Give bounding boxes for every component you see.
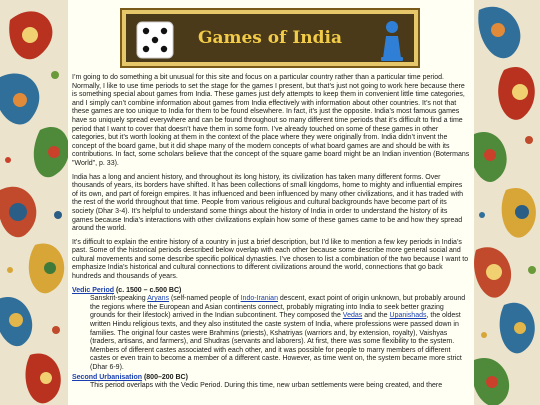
period-range: (c. 1500 – c.500 BC) — [114, 286, 182, 294]
paisley-border-right — [474, 0, 540, 405]
header-banner — [120, 8, 420, 68]
period-link[interactable]: Second Urbanisation — [72, 373, 143, 381]
period-link[interactable]: Vedic Period — [72, 286, 115, 294]
inline-link[interactable]: Indo-Iranian — [240, 295, 278, 303]
period-heading — [72, 287, 470, 296]
inline-link[interactable]: Vedas — [342, 312, 363, 320]
pawn-icon — [380, 20, 404, 62]
period-list — [72, 287, 470, 391]
intro-paragraph-3: It’s difficult to explain the entire history of a country in just a brief description, but I’d like to mention a few key periods in India’s past. Some of the historical periods described below overlap with each other because some describe more general social and cultural movements and some describe specific political dynasties. I’ve chosen to list a combination of the two because I want to emphasize India’s historical and cultural connections to different civilizations around the world, connections that go back hundreds and thousands of years. — [72, 238, 469, 281]
inline-link[interactable]: Upanishads — [389, 312, 427, 320]
page-title: Games of India — [197, 28, 343, 48]
inline-link[interactable]: Aryans — [147, 295, 169, 303]
period-heading — [72, 374, 470, 383]
period-description: Sanskrit-speaking Aryans (self-named people of Indo-Iranian descent, exact point of origin unknown, but probably around the regions where the European and Asian continents connect, probably migrating into India to seek better grazing grounds for their lifestock) arrived in the Indian subcontinent. They composed the Vedas and the Upanishads, the oldest written Hindu religious texts, and they also instituted the caste system of India, where professions were passed down in families. The original four castes were Brahmins (priests), Kshatriyas (warriors and, by extension, royalty), Vaishyas (traders, artisans, and farmers), and Shudras (servants and laborers). At first, there was some flexibility to the system. Members of different castes associated with each other, and it was possible for people to marry members of different castes or even train to become a member of a different caste. However, as time went on, the system became more strict (Dhar 6-9). — [90, 295, 466, 371]
period-range: (800–200 BC) — [142, 373, 188, 381]
period-description: This period overlaps with the Vedic Period. During this time, new urban settlements were being created, and there — [90, 382, 443, 390]
intro-paragraph-2: India has a long and ancient history, and throughout its long history, its civilization has taken many different forms. Over thousands of years, its borders have shifted. It has been collections of small kingdoms, home to mighty and influential empires of its own, and part of foreign empires. It has influenced and been influenced by many other civilizations, and it has traded with the rest of the world throughout that time. People from various religious and cultural backgrounds have become part of its society (Dhar 3-4). It’s helpful to understand some things about the history of India in order to understand the history of its games because India’s interactions with other civilizations explain how some of these games came to be and how they spread around the world. — [72, 173, 464, 233]
article-page — [68, 0, 474, 405]
article-content — [72, 74, 470, 392]
paisley-border-left — [0, 0, 68, 405]
intro-paragraph-1: I’m going to do something a bit unusual for this site and focus on a particular country rather than a particular time period. Normally, I like to use time periods to set the stage for the games I present, but that’s just not going to work here because there is something special about games from India. These games just defy attempts to keep them in convenient little time categories, and I simply can’t combine information about games from India effectively with information about other countries. It’s not that these games are too unique to India for them to be found elsewhere. In fact, it’s just the opposite. India’s most famous games have so uniquely spread everywhere and can be found throughout so many different time periods that it’s difficult to find a time period that I want to cover that doesn’t have them in some form. I’ve already touched on some of these games in other categories, but it’s worth looking at them in the context of the place where they were originally from. India didn’t invent the concept of the board game, but it did shape many of the modern concepts of what board games are and should be with its contributions. In fact, some scholars believe that the concept of the square game board might be an Indian invention (Botermans "World", p. 33). — [72, 74, 470, 167]
